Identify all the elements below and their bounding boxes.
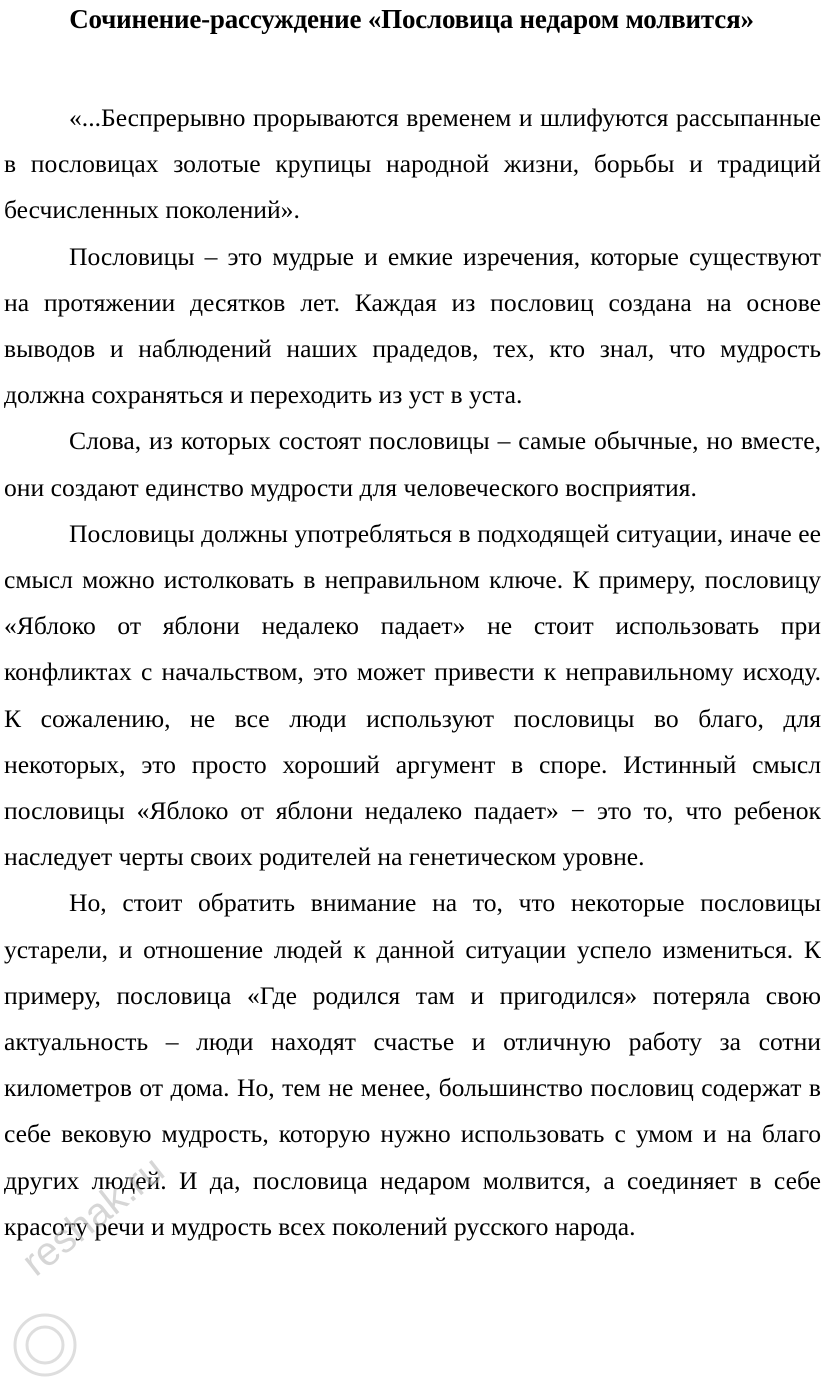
watermark-text: reshak.ru xyxy=(14,1147,173,1285)
paragraph-words: Слова, из которых состоят пословицы – самые обычные, но вместе, они создают единство мудрости для человеческого восприятия. xyxy=(4,426,821,502)
essay-title: Сочинение-рассуждение «Пословица недаром молвится» xyxy=(69,4,754,34)
paragraph-conclusion: Но, стоит обратить внимание на то, что некоторые пословицы устарели, и отношение людей к данной ситуации успело измениться. К примеру, пословица «Где родился там и пригодился» потеряла свою актуальность – люди находят счастье и отличную работу за сотни километров от дома. Но, тем не менее, большинство пословиц содержат в себе вековую мудрость, которую нужно использовать с умом и на благо других людей. И да, пословица недаром молвится, а соединяет в себе красоту речи и мудрость всех поколений русского народа. xyxy=(4,888,821,1241)
paragraph-usage: Пословицы должны употребляться в подходящей ситуации, иначе ее смысл можно истолковать в неправильном ключе. К примеру, пословицу «Яблоко от яблони недалеко падает» не стоит использовать при конфликтах с начальством, это может привести к неправильному исходу. К сожалению, не все люди используют пословицы во благо, для некоторых, это просто хороший аргумент в споре. Истинный смысл пословицы «Яблоко от яблони недалеко падает» − это то, что ребенок наследует черты своих родителей на генетическом уровне. xyxy=(4,518,821,872)
paragraph-quote: «...Беспрерывно прорываются временем и шлифуются рассыпанные в пословицах золотые крупицы народной жизни, борьбы и традиций бесчисленных поколений». xyxy=(4,103,821,225)
paragraph-definition: Пословицы – это мудрые и емкие изречения, которые существуют на протяжении десятков лет. Каждая из пословиц создана на основе выводов и наблюдений наших прадедов, тех, кто знал, что мудрость должна сохраняться и переходить из уст в уста. xyxy=(4,241,821,410)
essay-body xyxy=(4,95,821,1250)
